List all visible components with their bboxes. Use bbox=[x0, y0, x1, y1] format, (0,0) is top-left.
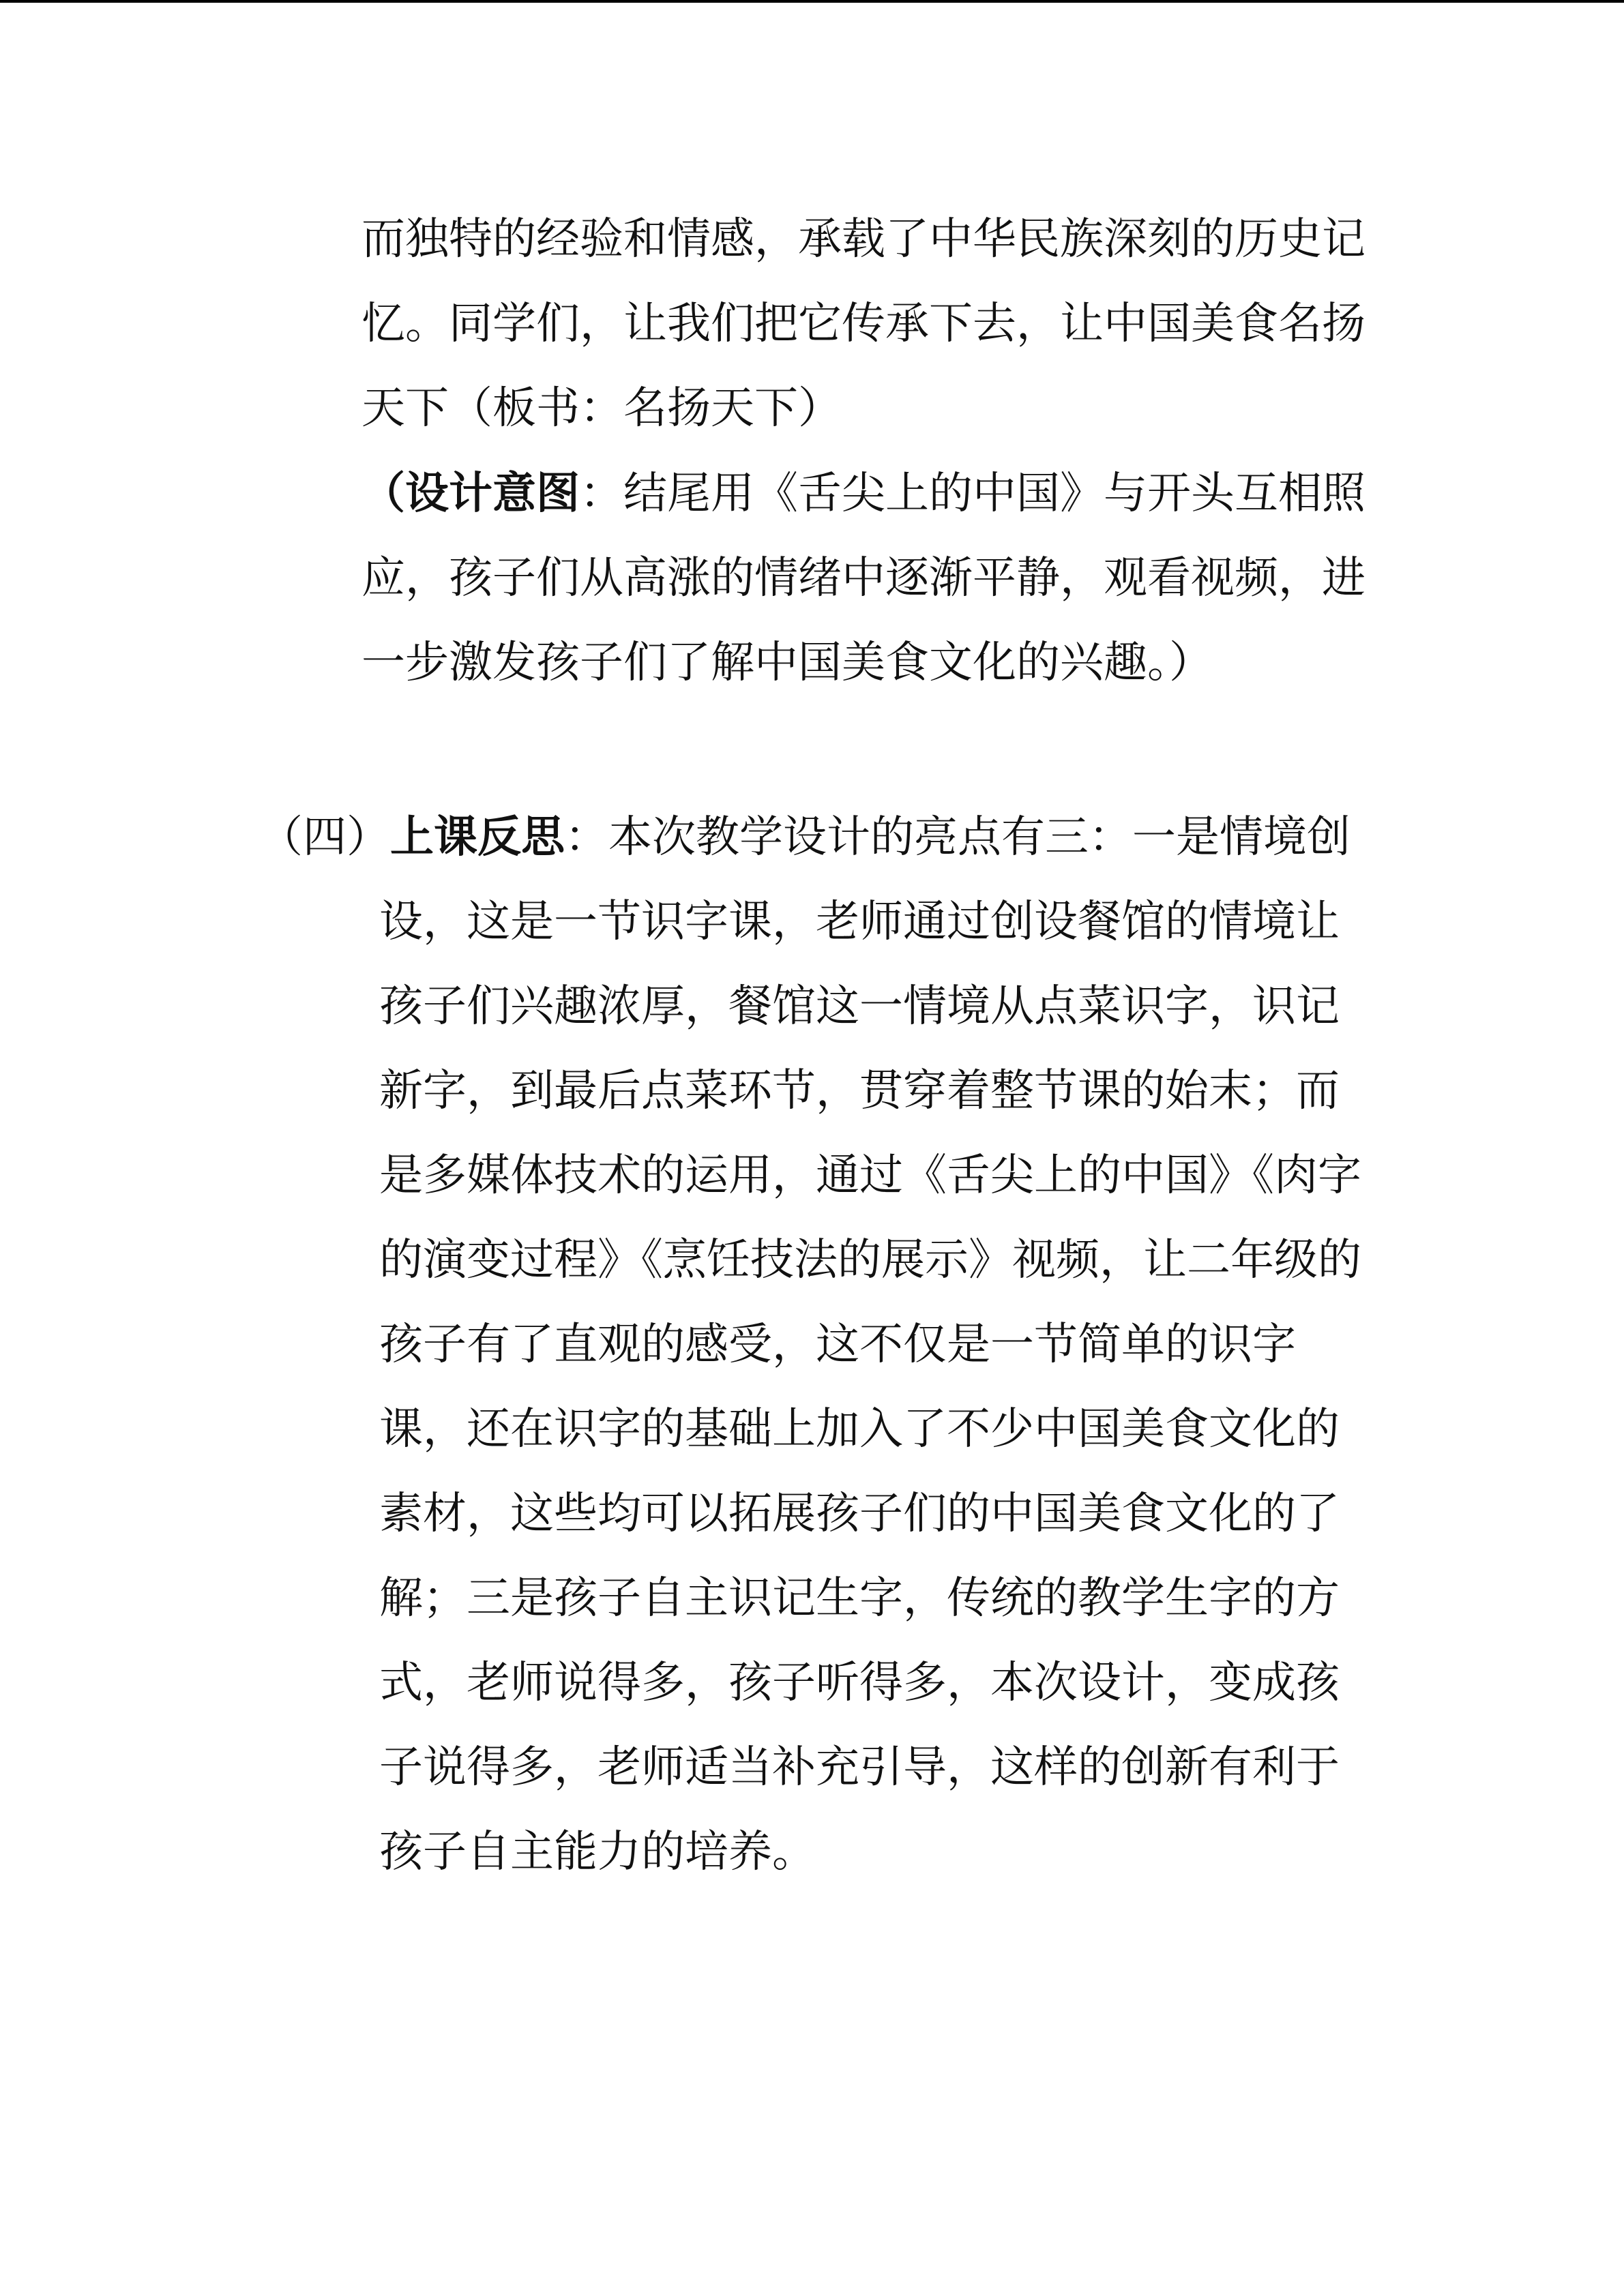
text-line bbox=[361, 451, 1365, 536]
section-number: （四） bbox=[259, 812, 390, 863]
text-line: 课，还在识字的基础上加入了不少中国美食文化的 bbox=[379, 1404, 1340, 1455]
reflection-section bbox=[259, 795, 1361, 1894]
text-line bbox=[259, 795, 1361, 880]
text-line: 设，这是一节识字课，老师通过创设餐馆的情境让 bbox=[379, 897, 1340, 947]
text-line: 孩子们兴趣浓厚，餐馆这一情境从点菜识字，识记 bbox=[379, 981, 1340, 1032]
design-intent-label: 设计意图 bbox=[405, 468, 580, 519]
section-heading: 上课反思 bbox=[390, 811, 565, 863]
design-intent-text: ：结尾用《舌尖上的中国》与开头互相照 bbox=[580, 468, 1365, 519]
design-intent-note bbox=[361, 451, 1365, 705]
section-text: ：本次教学设计的亮点有三：一是情境创 bbox=[565, 812, 1350, 863]
text-line: 新字，到最后点菜环节，贯穿着整节课的始末；而 bbox=[379, 1066, 1340, 1116]
text-line: 而独特的经验和情感，承载了中华民族深刻的历史记 bbox=[361, 214, 1365, 265]
page-top-border bbox=[0, 0, 1624, 3]
text-line: 是多媒体技术的运用，通过《舌尖上的中国》《肉字 bbox=[379, 1150, 1361, 1201]
text-line: 孩子自主能力的培养。 bbox=[379, 1827, 816, 1877]
text-line: 孩子有了直观的感受，这不仅是一节简单的识字 bbox=[379, 1320, 1296, 1370]
text-line: 忆。同学们，让我们把它传承下去，让中国美食名扬 bbox=[361, 299, 1365, 349]
text-line: 应，孩子们从高涨的情绪中逐渐平静，观看视频，进 bbox=[361, 553, 1365, 603]
continued-paragraph bbox=[361, 197, 1365, 451]
text-line: 解；三是孩子自主识记生字，传统的教学生字的方 bbox=[379, 1573, 1340, 1624]
design-intent-open-paren: （ bbox=[361, 468, 405, 519]
text-line: 素材，这些均可以拓展孩子们的中国美食文化的了 bbox=[379, 1489, 1340, 1539]
text-line: 的演变过程》《烹饪技法的展示》视频，让二年级的 bbox=[379, 1235, 1361, 1285]
text-line: 天下（板书：名扬天下） bbox=[361, 383, 842, 434]
text-line: 一步激发孩子们了解中国美食文化的兴趣。） bbox=[361, 638, 1213, 688]
text-line: 子说得多，老师适当补充引导，这样的创新有利于 bbox=[379, 1742, 1340, 1793]
text-line: 式，老师说得多，孩子听得多，本次设计，变成孩 bbox=[379, 1658, 1340, 1708]
